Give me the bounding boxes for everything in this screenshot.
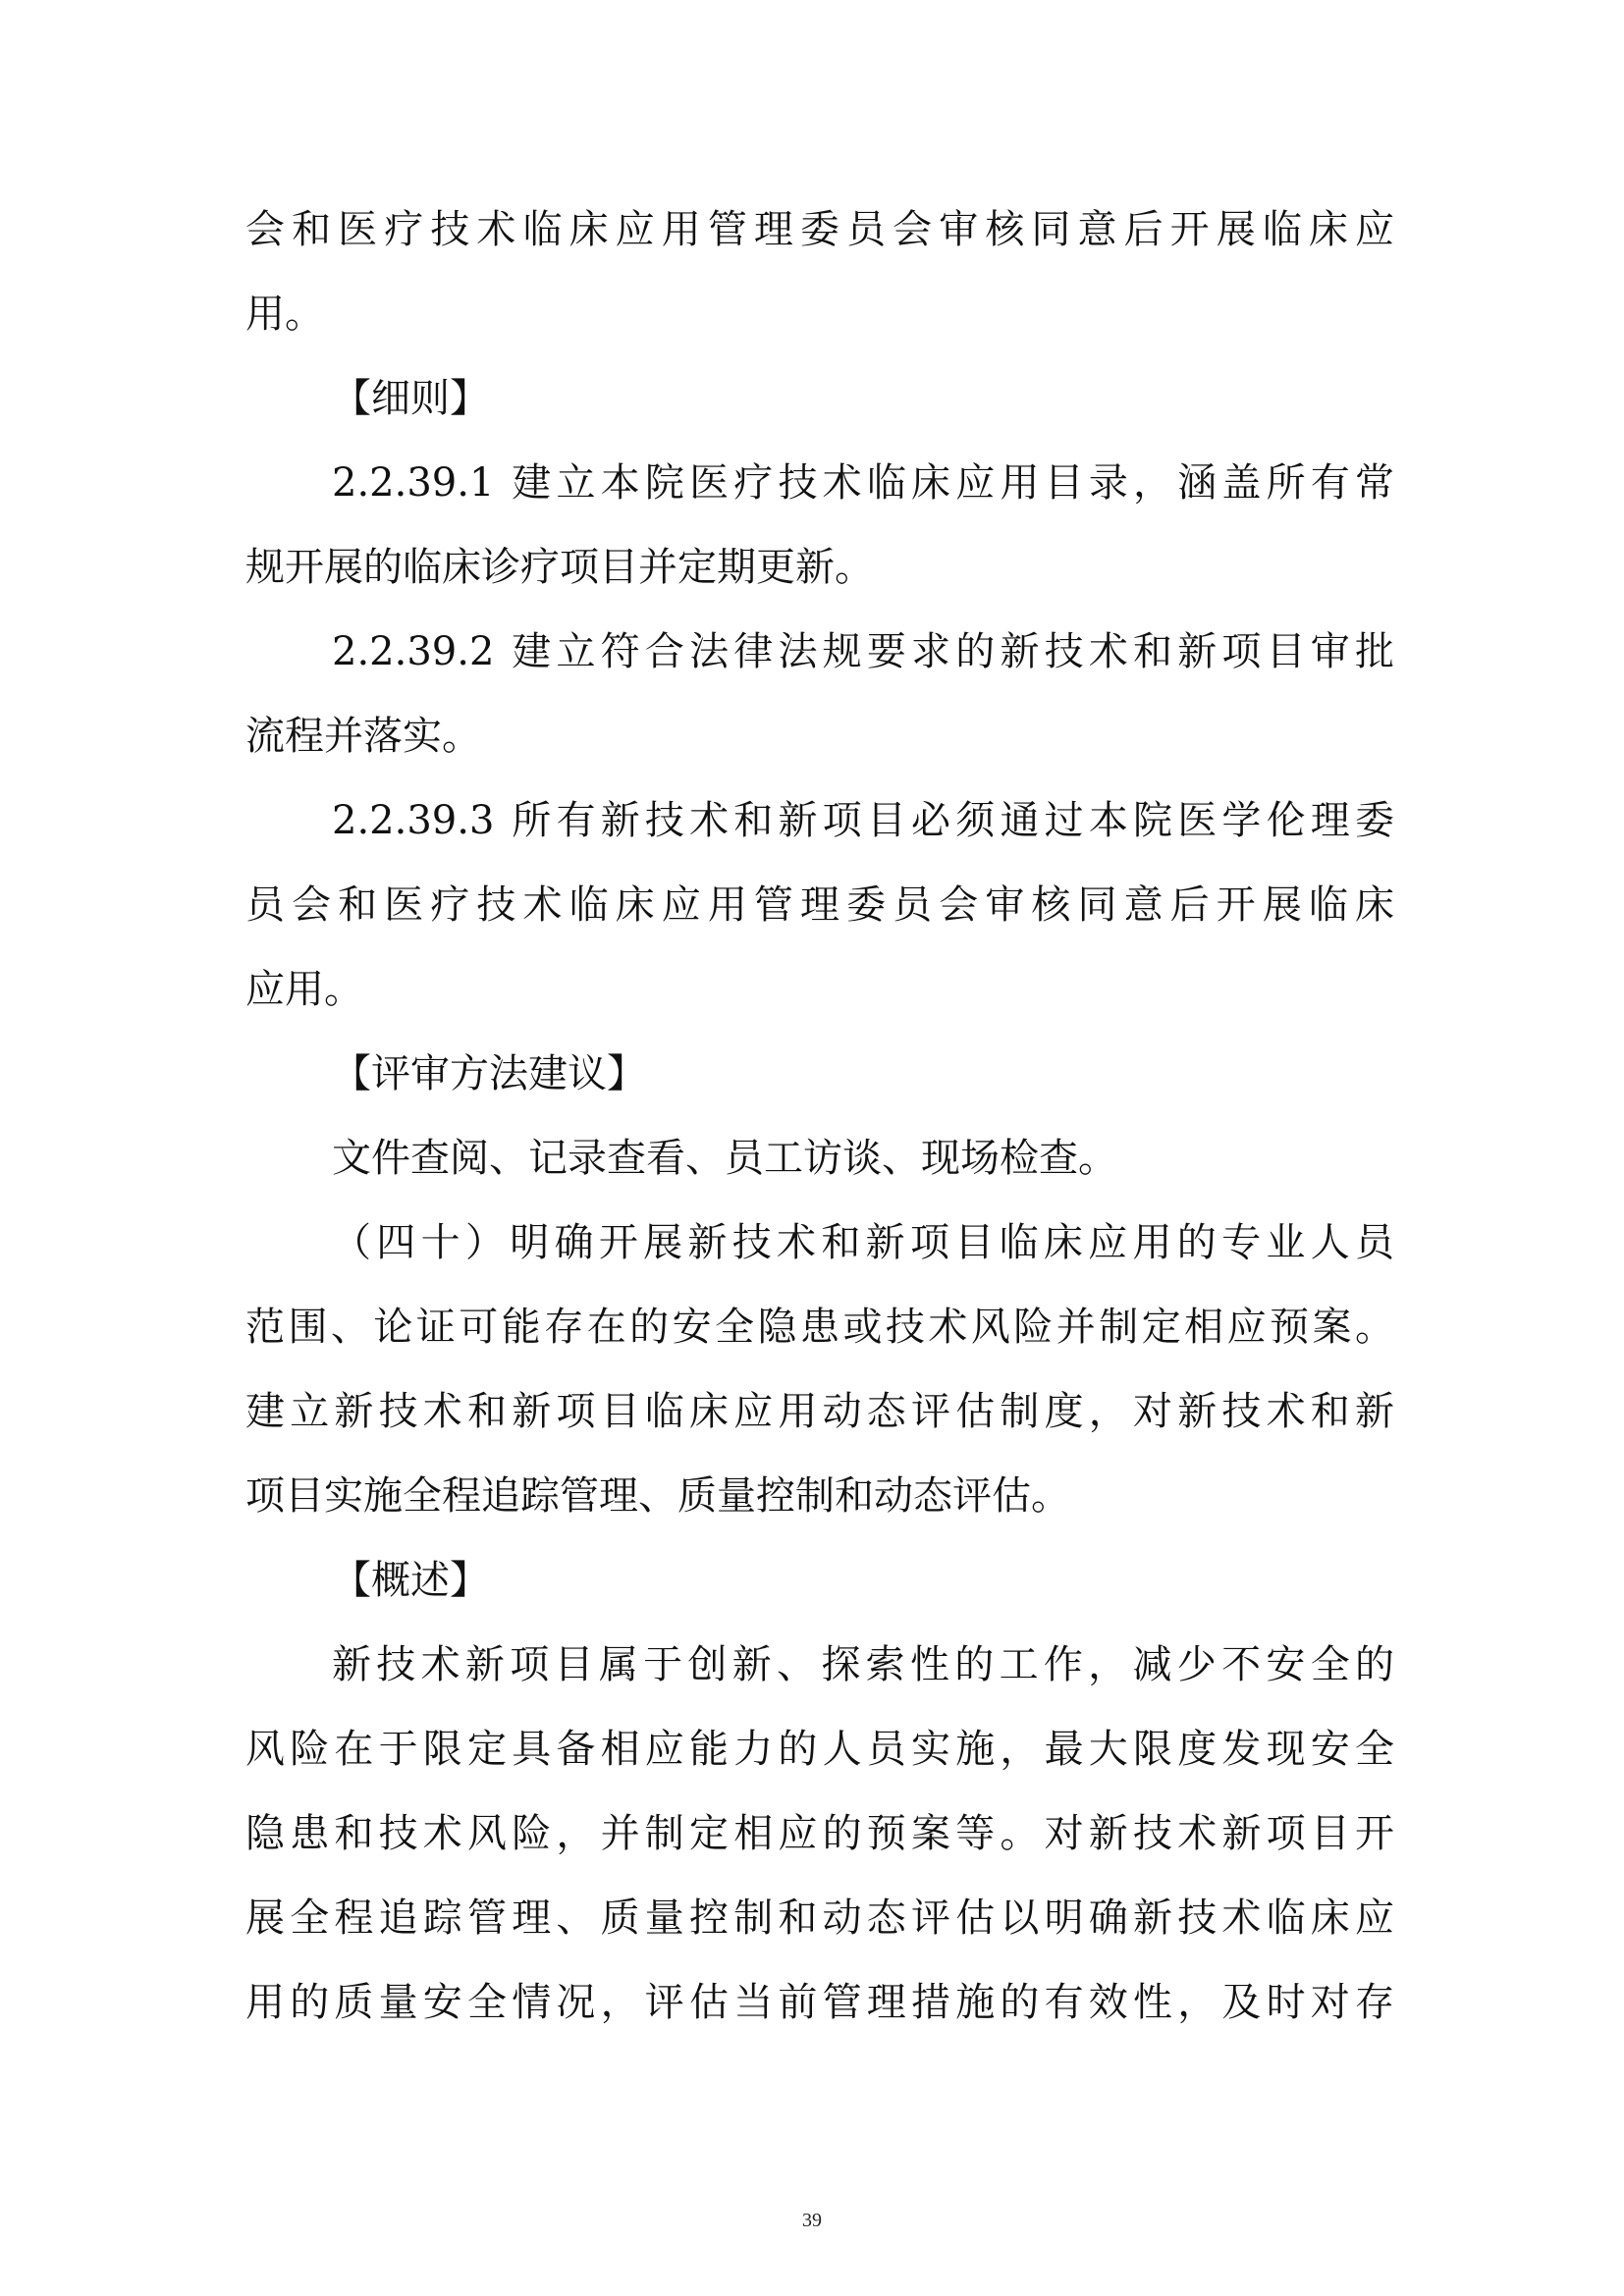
overview-paragraph-start: 新技术新项目属于创新、探索性的工作，减少不安全的	[332, 1642, 1394, 1687]
section-heading-overview: 【概述】	[332, 1558, 489, 1603]
text-line: 建立新技术和新项目临床应用动态评估制度，对新技术和新	[245, 1389, 1394, 1434]
text-line: 风险在于限定具备相应能力的人员实施，最大限度发现安全	[245, 1727, 1394, 1772]
section-heading-rules: 【细则】	[332, 376, 489, 421]
text-line: 会和医疗技术临床应用管理委员会审核同意后开展临床应	[245, 207, 1394, 252]
section-heading-review-method: 【评审方法建议】	[332, 1051, 646, 1096]
text-line: 展全程追踪管理、质量控制和动态评估以明确新技术临床应	[245, 1896, 1394, 1941]
text-line: 范围、论证可能存在的安全隐患或技术风险并制定相应预案。	[245, 1305, 1394, 1350]
text-line: 用。	[245, 292, 324, 337]
text-line: 规开展的临床诊疗项目并定期更新。	[245, 545, 874, 590]
rule-item-2-2-39-2: 2.2.39.2 建立符合法律法规要求的新技术和新项目审批	[332, 629, 1394, 674]
page-number: 39	[802, 2210, 822, 2231]
rule-item-2-2-39-1: 2.2.39.1 建立本院医疗技术临床应用目录，涵盖所有常	[332, 460, 1394, 506]
text-line: 隐患和技术风险，并制定相应的预案等。对新技术新项目开	[245, 1811, 1394, 1856]
text-line: 应用。	[245, 967, 363, 1012]
text-line: 用的质量安全情况，评估当前管理措施的有效性，及时对存	[245, 1980, 1394, 2025]
article-40-heading: （四十）明确开展新技术和新项目临床应用的专业人员	[332, 1220, 1394, 1265]
text-line: 流程并落实。	[245, 714, 481, 759]
text-line: 项目实施全程追踪管理、质量控制和动态评估。	[245, 1473, 1070, 1519]
rule-item-2-2-39-3: 2.2.39.3 所有新技术和新项目必须通过本院医学伦理委	[332, 798, 1394, 843]
text-line: 员会和医疗技术临床应用管理委员会审核同意后开展临床	[245, 882, 1394, 928]
review-method-text: 文件查阅、记录查看、员工访谈、现场检查。	[332, 1136, 1117, 1181]
